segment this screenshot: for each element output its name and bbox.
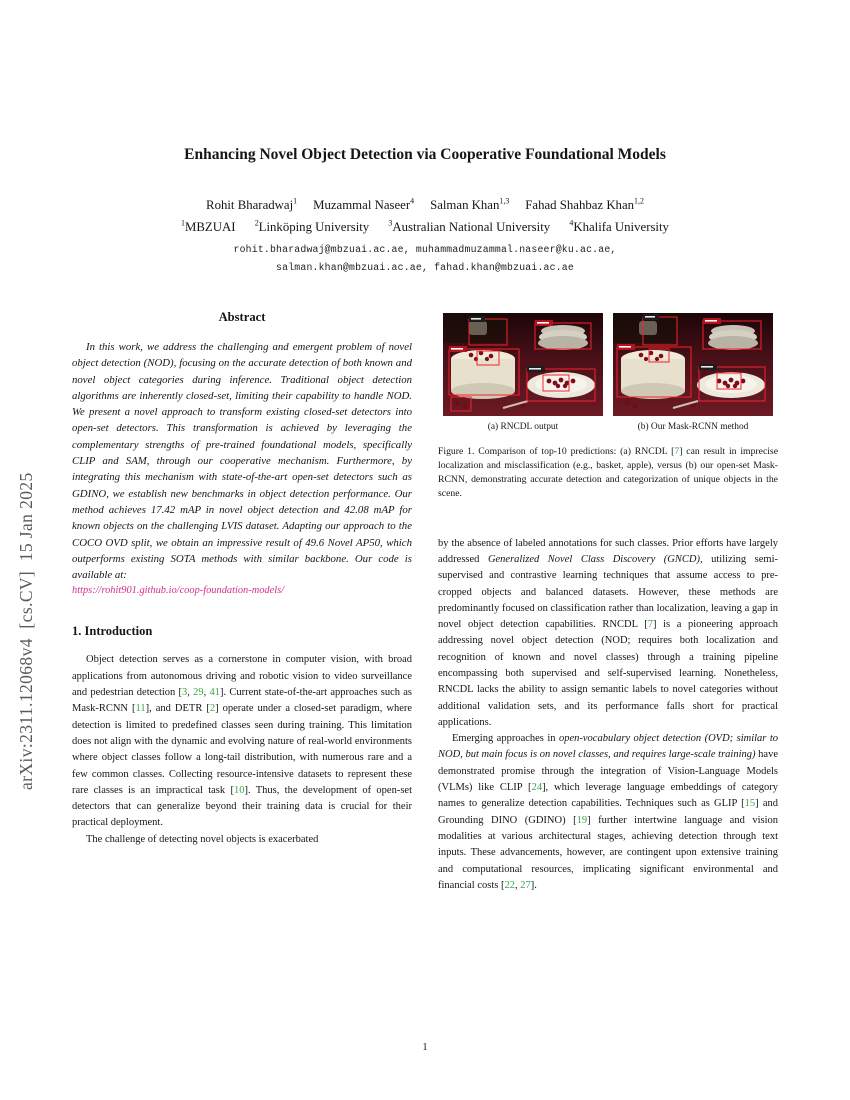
two-column-body xyxy=(72,308,778,894)
intro-paragraph-2 xyxy=(72,832,412,848)
body-paragraph-1 xyxy=(438,536,778,732)
text-run: ], and DETR [ xyxy=(145,703,210,715)
paper-title: Enhancing Novel Object Detection via Cooperative Foundational Models xyxy=(184,146,666,163)
text-run: , xyxy=(203,687,210,699)
author-list xyxy=(0,198,850,213)
citation-ref[interactable]: 22 xyxy=(504,879,515,891)
page-number: 1 xyxy=(422,1042,428,1053)
superscript: 1,3 xyxy=(499,196,510,206)
intro-paragraph-1 xyxy=(72,652,412,831)
superscript: 1,2 xyxy=(634,196,644,206)
text-run: Khalifa University xyxy=(573,220,669,234)
citation-ref[interactable]: 24 xyxy=(531,782,543,794)
text-run: ] and Grounding DINO (GDINO) [ xyxy=(438,798,778,826)
superscript: 4 xyxy=(569,218,574,228)
citation-ref[interactable]: 19 xyxy=(576,814,588,826)
text-run: , xyxy=(514,879,521,891)
text-run xyxy=(509,198,525,212)
abstract-heading: Abstract xyxy=(218,310,266,324)
text-run: Generalized Novel Class Discovery (GNCD) xyxy=(487,553,700,565)
author-emails-line1: rohit.bharadwaj@mbzuai.ac.ae, muhammadmuzammal.naseer@ku.ac.ae, xyxy=(233,244,617,255)
text-run: Figure 1. Comparison of top-10 predictions: (a) RNCDL [ xyxy=(438,446,675,457)
citation-ref[interactable]: 7 xyxy=(647,619,653,631)
text-run: ] further intertwine language and vision modalities at various architectural stages, achieving detection through text inputs. These advancements, however, are contingent upon extensive training and computational resources, implicating significant environmental and financial costs [ xyxy=(438,814,778,891)
abstract-paragraph xyxy=(72,339,412,583)
text-run: , xyxy=(187,687,194,699)
figure-1-subcaptions xyxy=(438,422,778,432)
body-paragraph-2 xyxy=(438,731,778,894)
text-run: , utilizing semi-supervised and contrastive learning techniques that assume access to pre-cropped objects and balanced datasets. However, these methods are predominantly focused on classification rather than localization, leaving a gap in novel object detection capabilities. RNCDL [ xyxy=(438,553,778,631)
superscript: 4 xyxy=(410,196,415,206)
citation-ref[interactable]: 3 xyxy=(182,687,188,699)
left-column xyxy=(72,308,412,894)
text-run: ]. Current state-of-the-art approaches such as Mask-RCNN [ xyxy=(72,687,413,715)
citation-ref[interactable]: 27 xyxy=(520,879,531,891)
section-heading-introduction: 1. Introduction xyxy=(72,624,153,639)
figure-1 xyxy=(438,313,778,501)
text-run: ] operate under a closed-set paradigm, where detection is limited to predefined classes seen during training. This limitation does not align with the dynamic and evolving nature of real-world environments where object classes follow a long-tail distribution, with numerous rare and a few common classes. Collecting resource-intensive datasets to represent these rare classes is an impractical task [ xyxy=(72,703,413,796)
superscript: 2 xyxy=(254,218,259,228)
text-run xyxy=(369,220,388,234)
text-run: Linköping University xyxy=(258,220,370,234)
right-column xyxy=(438,308,778,894)
figure-1a-image xyxy=(443,313,603,416)
figure-1-caption xyxy=(438,445,778,501)
citation-ref[interactable]: 15 xyxy=(744,798,756,810)
text-run: Salman Khan xyxy=(430,198,500,212)
text-run xyxy=(235,220,254,234)
text-run: Object detection serves as a cornerstone in computer vision, with broad applications from autonomous driving and robotic vision to video surveillance and pedestrian detection [ xyxy=(72,654,412,699)
arxiv-watermark: arXiv:2311.12068v4 [cs.CV] 15 Jan 2025 xyxy=(16,472,36,790)
text-run: MBZUAI xyxy=(185,220,236,234)
citation-ref[interactable]: 2 xyxy=(209,703,216,715)
code-link-anchor[interactable]: https://rohit901.github.io/coop-foundation-models/ xyxy=(72,585,285,597)
citation-ref[interactable]: 7 xyxy=(674,446,680,457)
text-run xyxy=(414,198,430,212)
figure-1-images xyxy=(438,313,778,416)
code-link[interactable] xyxy=(72,585,412,596)
text-run: ] is a pioneering approach addressing novel object detection (NOD; requires both localization and recognition of known and novel classes) through a training pipeline encompassing both supervised and self-supervised learning. Nonetheless, RNCDL lacks the ability to assign semantic labels to novel categories without additional validation sets, and its performance falls short for practical applications. xyxy=(438,619,778,728)
text-run: open-vocabulary object detection (OVD; similar to NOD, but main focus is on novel classes, and requires large-scale training) xyxy=(438,733,779,761)
citation-ref[interactable]: 41 xyxy=(209,687,221,699)
text-run: ] can result in imprecise localization and misclassification (e.g., basket, apple), versus (b) our open-set Mask-RCNN, demonstrating accurate detection and categorization of unique objects in the scene. xyxy=(438,446,779,499)
text-run: have demonstrated promise through the integration of Vision-Language Models (VLMs) like CLIP [ xyxy=(438,749,778,794)
text-run: ], which leverage language embeddings of category names to generalize detection capabilities. Techniques such as GLIP [ xyxy=(438,782,778,810)
text-run: ]. Thus, the development of open-set detectors that can generalize beyond their training data is crucial for their practical deployment. xyxy=(72,784,412,829)
author-emails-line2: salman.khan@mbzuai.ac.ae, fahad.khan@mbzuai.ac.ae xyxy=(276,262,574,273)
citation-ref[interactable]: 11 xyxy=(135,703,146,715)
text-run: Australian National University xyxy=(392,220,551,234)
citation-ref[interactable]: 29 xyxy=(193,687,204,699)
text-run: The challenge of detecting novel objects is exacerbated xyxy=(86,833,319,845)
text-run xyxy=(550,220,569,234)
figure-1b-image xyxy=(613,313,773,416)
affiliation-list xyxy=(0,220,850,235)
text-run: Rohit Bharadwaj xyxy=(206,198,294,212)
citation-ref[interactable]: 10 xyxy=(233,784,245,796)
text-run: Emerging approaches in xyxy=(452,733,559,745)
text-run: ]. xyxy=(530,879,537,891)
superscript: 1 xyxy=(293,196,298,206)
figure-1a-subcaption: (a) RNCDL output xyxy=(487,422,559,432)
text-run: In this work, we address the challenging and emergent problem of novel object detection (NOD), focusing on the accurate detection of both known and novel object categories during inference. Traditional object detection algorithms are inherently closed-set, limiting their capability to handle NOD. We present a novel approach to transform existing closed-set detectors into open-set detectors. This transformation is achieved by leveraging the complementary strengths of pre-trained foundational models, specifically CLIP and SAM, through our cooperative mechanism. Furthermore, by integrating this mechanism with state-of-the-art open-set detectors such as GDINO, we establish new benchmarks in object detection performance. Our method achieves 17.42 mAP in novel object detection and 42.08 mAP for known objects on the challenging LVIS dataset. Adapting our approach to the COCO OVD split, we obtain an impressive result of 49.6 Novel AP50, which outperforms existing SOTA methods with similar backbone. Our code is available at: xyxy=(72,341,412,582)
text-run xyxy=(297,198,313,212)
text-run: by the absence of labeled annotations for such classes. Prior efforts have largely addressed xyxy=(438,537,778,565)
text-run: Muzammal Naseer xyxy=(313,198,411,212)
figure-1b-subcaption: (b) Our Mask-RCNN method xyxy=(637,422,749,432)
superscript: 3 xyxy=(388,218,393,228)
text-run: Fahad Shahbaz Khan xyxy=(525,198,635,212)
superscript: 1 xyxy=(181,218,185,228)
